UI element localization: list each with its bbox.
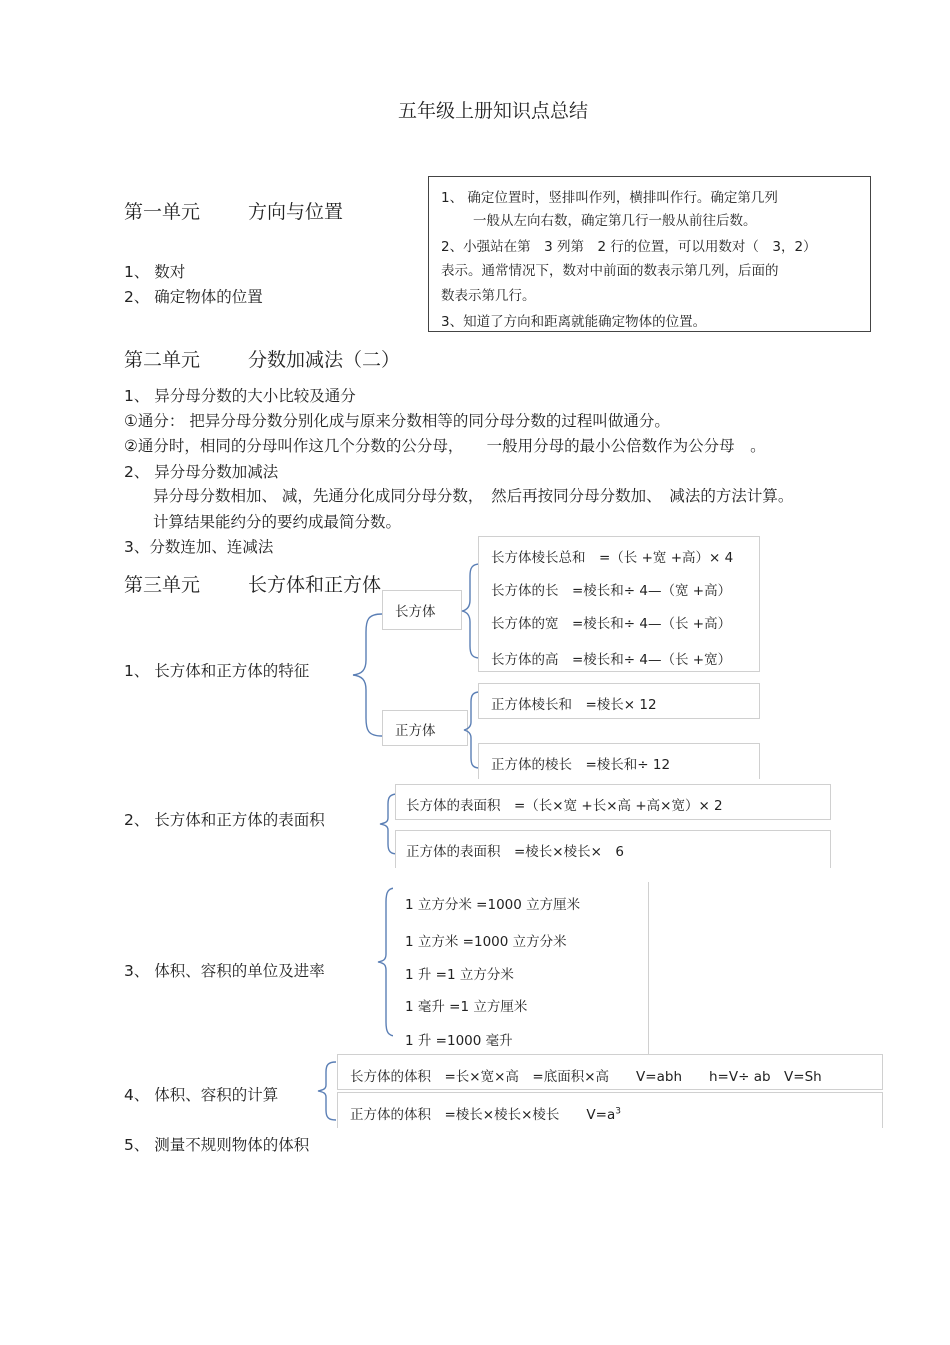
unit2-line: 异分母分数相加、 减，先通分化成同分母分数， 然后再按同分母分数加、 减法的方法计算。 <box>153 487 794 505</box>
unit1-heading: 第一单元 <box>124 201 201 223</box>
volume-box-1 <box>337 1054 883 1090</box>
cuboid-label: 长方体 <box>395 604 436 620</box>
unit2-heading: 第二单元 <box>124 349 201 371</box>
surface-area-box-1 <box>395 784 831 820</box>
unit2-line: ①通分： 把异分母分数分别化成与原来分数相等的同分母分数的过程叫做通分。 <box>124 412 670 430</box>
unit1-note-box <box>428 176 871 332</box>
cube-formula-box-1 <box>478 683 760 719</box>
unit1-name: 方向与位置 <box>248 201 344 223</box>
cuboid-formula: 长方体的长 =棱长和÷ 4—（宽 +高） <box>491 583 732 599</box>
cuboid-volume-formula: 长方体的体积 =长×宽×高 =底面积×高 V=abh h=V÷ ab V=Sh <box>350 1069 822 1085</box>
unit-conversion: 1 升 =1000 毫升 <box>405 1033 513 1049</box>
unit2-name: 分数加减法（二） <box>248 349 401 371</box>
unit2-line: 1、 异分母分数的大小比较及通分 <box>124 387 356 405</box>
volume-box-2 <box>337 1092 883 1128</box>
unit1-item-2: 2、 确定物体的位置 <box>124 288 263 306</box>
cube-label: 正方体 <box>395 723 436 739</box>
section3-label: 3、 体积、容积的单位及进率 <box>124 962 325 980</box>
unit-conversion: 1 毫升 =1 立方厘米 <box>405 999 528 1015</box>
unit3-heading: 第三单元 <box>124 574 201 596</box>
unit2-line: ②通分时，相同的分母叫作这几个分数的公分母， 一般用分母的最小公倍数作为公分母 。 <box>124 437 766 455</box>
cuboid-formula: 长方体的宽 =棱长和÷ 4—（长 +高） <box>491 616 732 632</box>
unit-conversion: 1 立方分米 =1000 立方厘米 <box>405 897 581 913</box>
unit1-note-line: 2、小强站在第 3 列第 2 行的位置，可以用数对（ 3，2） <box>441 239 817 255</box>
unit2-line: 计算结果能约分的要约成最简分数。 <box>153 513 402 531</box>
cube-formula: 正方体棱长和 =棱长× 12 <box>491 697 657 713</box>
cuboid-formula: 长方体棱长总和 =（长 +宽 +高）× 4 <box>491 550 734 566</box>
section2-label: 2、 长方体和正方体的表面积 <box>124 811 325 829</box>
units-box <box>393 882 649 1054</box>
unit1-note-line: 1、 确定位置时，竖排叫作列，横排叫作行。确定第几列 <box>441 190 778 206</box>
section4-label: 4、 体积、容积的计算 <box>124 1086 279 1104</box>
unit1-note-line: 数表示第几行。 <box>441 288 536 304</box>
section4-brace <box>316 1060 338 1122</box>
surface-area-formula: 长方体的表面积 =（长×宽 +长×高 +高×宽）× 2 <box>406 798 723 814</box>
unit2-line: 2、 异分母分数加减法 <box>124 463 279 481</box>
unit1-item-1: 1、 数对 <box>124 263 186 281</box>
unit-conversion: 1 立方米 =1000 立方分米 <box>405 934 567 950</box>
surface-area-formula: 正方体的表面积 =棱长×棱长× 6 <box>406 844 625 860</box>
section1-brace <box>350 612 384 738</box>
cube-volume-text: 正方体的体积 =棱长×棱长×棱长 V=a <box>350 1107 616 1123</box>
surface-area-box-2 <box>395 830 831 868</box>
unit3-name: 长方体和正方体 <box>248 574 382 596</box>
cube-label-box <box>382 710 468 746</box>
cube-formula-box-2 <box>478 743 760 779</box>
section5-label: 5、 测量不规则物体的体积 <box>124 1136 310 1154</box>
unit1-note-line: 3、知道了方向和距离就能确定物体的位置。 <box>441 314 707 330</box>
section1-label: 1、 长方体和正方体的特征 <box>124 662 310 680</box>
cube-formula: 正方体的棱长 =棱长和÷ 12 <box>491 757 671 773</box>
unit2-line: 3、分数连加、连减法 <box>124 538 274 556</box>
unit1-note-line: 一般从左向右数，确定第几行一般从前往后数。 <box>473 213 757 229</box>
cuboid-formula: 长方体的高 =棱长和÷ 4—（长 +宽） <box>491 652 732 668</box>
cube-volume-formula <box>350 1103 621 1123</box>
unit-conversion: 1 升 =1 立方分米 <box>405 967 514 983</box>
page-title: 五年级上册知识点总结 <box>398 100 589 122</box>
cube-volume-exponent: 3 <box>615 1106 621 1117</box>
cuboid-label-box <box>382 590 462 630</box>
cuboid-formula-box <box>478 536 760 672</box>
unit1-note-line: 表示。通常情况下，数对中前面的数表示第几列，后面的 <box>441 263 779 279</box>
